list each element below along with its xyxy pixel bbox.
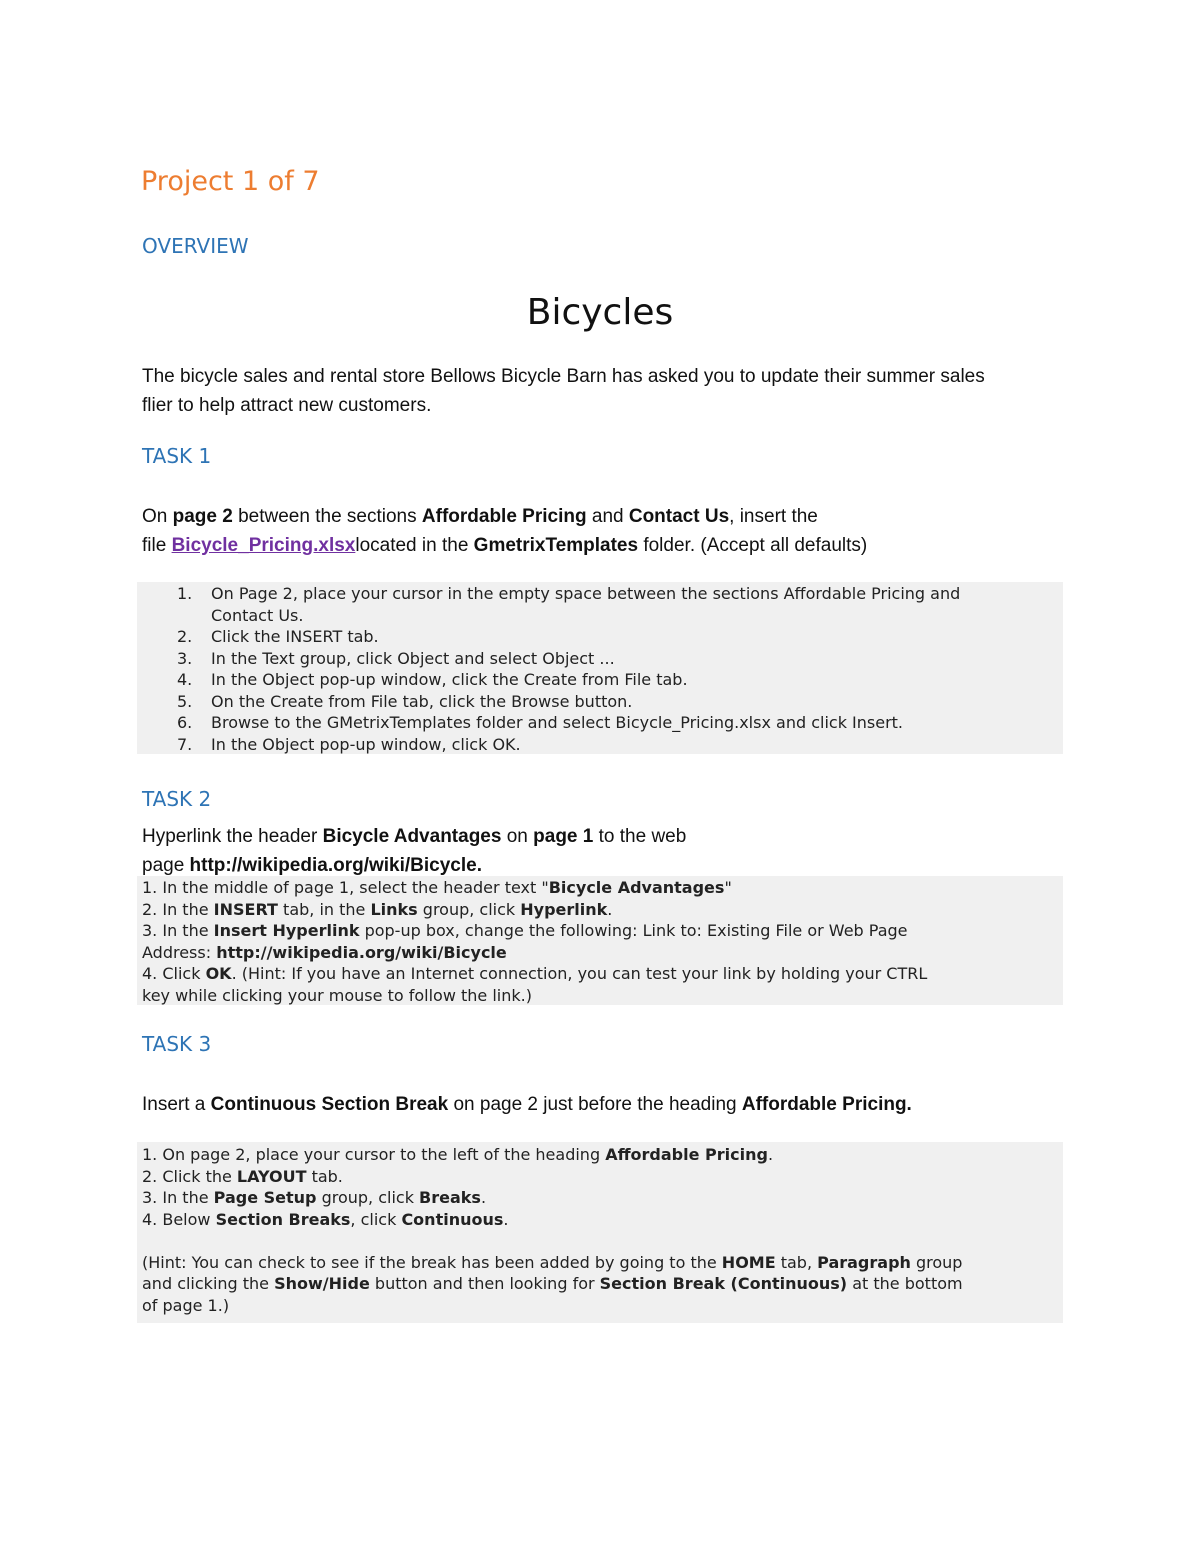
task1-step	[137, 712, 1063, 734]
task1-steps-list	[137, 583, 1063, 755]
step-number: 3.	[177, 648, 193, 668]
step-text: In the Text group, click Object and select Object ...	[211, 648, 615, 668]
task2-step-3: 3. In the Insert Hyperlink pop-up box, change the following: Link to: Existing File or Web Page	[142, 921, 908, 940]
document-title: Bicycles	[526, 292, 674, 333]
step-number: 1.	[177, 584, 193, 603]
file-link[interactable]: Bicycle_Pricing.xlsx	[171, 535, 356, 556]
step-number: 6.	[177, 713, 193, 732]
intro-paragraph	[142, 362, 1072, 420]
task1-step	[137, 669, 1063, 691]
task3-heading: TASK 3	[142, 1032, 212, 1056]
step-number: 5.	[177, 691, 193, 711]
task1-step	[137, 734, 1063, 756]
task2-step-4-cont: key while clicking your mouse to follow the link.)	[142, 985, 532, 1005]
task1-step	[137, 583, 1063, 626]
step-text-cont: Contact Us.	[211, 605, 304, 625]
task1-step	[137, 648, 1063, 670]
step-text: Browse to the GMetrixTemplates folder and select Bicycle_Pricing.xlsx and click Insert.	[211, 713, 904, 732]
step-number: 7.	[177, 734, 193, 754]
task3-hint-line-1: (Hint: You can check to see if the break has been added by going to the HOME tab, Paragraph group	[142, 1252, 963, 1272]
task1-heading: TASK 1	[142, 444, 212, 468]
task3-step-3: 3. In the Page Setup group, click Breaks.	[142, 1188, 487, 1207]
task3-hint-line-3: of page 1.)	[142, 1295, 230, 1315]
task3-step-4: 4. Below Section Breaks, click Continuous.	[142, 1209, 509, 1229]
task1-steps-box	[137, 582, 1063, 754]
project-title: Project 1 of 7	[141, 166, 320, 197]
task3-step-1: 1. On page 2, place your cursor to the left of the heading Affordable Pricing.	[142, 1145, 774, 1164]
task1-step	[137, 691, 1063, 713]
task1-instruction: On page 2 between the sections Affordable Pricing and Contact Us, insert the file Bicycle_Pricing.xlsxlocated in the GmetrixTemplates folder. (Accept all defaults)	[142, 506, 868, 556]
overview-heading: OVERVIEW	[142, 234, 249, 258]
task2-step-3-address: Address: http://wikipedia.org/wiki/Bicycle	[142, 942, 507, 962]
step-text: In the Object pop-up window, click the Create from File tab.	[211, 670, 688, 689]
task1-step	[137, 626, 1063, 648]
task2-step-2: 2. In the INSERT tab, in the Links group, click Hyperlink.	[142, 899, 613, 919]
task3-step-2: 2. Click the LAYOUT tab.	[142, 1166, 343, 1186]
task2-heading: TASK 2	[142, 787, 212, 811]
task3-spacer	[137, 1230, 1063, 1252]
step-text: On the Create from File tab, click the Browse button.	[211, 691, 633, 711]
task2-step-1: 1. In the middle of page 1, select the header text "Bicycle Advantages"	[142, 878, 732, 897]
step-text: Click the INSERT tab.	[211, 627, 379, 646]
wiki-url: http://wikipedia.org/wiki/Bicycle.	[189, 855, 482, 876]
task2-steps-box	[137, 876, 1063, 1005]
task3-instruction: Insert a Continuous Section Break on page 2 just before the heading Affordable Pricing.	[142, 1094, 912, 1115]
step-number: 4.	[177, 670, 193, 689]
task2-step-4: 4. Click OK. (Hint: If you have an Internet connection, you can test your link by holding your CTRL	[142, 964, 928, 983]
task3-steps-box	[137, 1142, 1063, 1323]
step-number: 2.	[177, 627, 193, 646]
step-text: In the Object pop-up window, click OK.	[211, 734, 521, 754]
intro-line-1: The bicycle sales and rental store Bellows Bicycle Barn has asked you to update their summer sales	[142, 366, 985, 387]
step-text: On Page 2, place your cursor in the empty space between the sections Affordable Pricing and	[211, 584, 961, 603]
intro-line-2: flier to help attract new customers.	[142, 395, 432, 416]
task2-instruction: Hyperlink the header Bicycle Advantages on page 1 to the web page http://wikipedia.org/wiki/Bicycle.	[142, 826, 687, 876]
task3-hint-line-2: and clicking the Show/Hide button and then looking for Section Break (Continuous) at the bottom	[142, 1274, 963, 1293]
